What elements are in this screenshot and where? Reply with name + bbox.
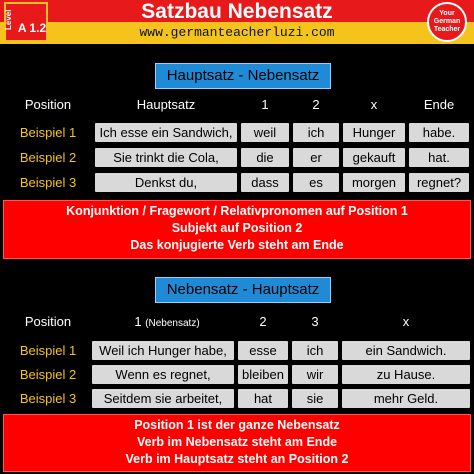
s1-cell: ich xyxy=(293,123,339,142)
s2-cell: hat xyxy=(238,389,288,408)
page-title: Satzbau Nebensatz xyxy=(141,0,333,23)
s2-header-2: 2 xyxy=(259,314,267,329)
s1-cell: weil xyxy=(241,123,289,142)
s1-cell: hat. xyxy=(409,148,469,167)
s1-cell: Denkst du, xyxy=(95,173,237,192)
s1-cell: dass xyxy=(241,173,289,192)
website-url: www.germanteacherluzi.com xyxy=(139,25,335,40)
s1-cell: er xyxy=(293,148,339,167)
s1-cell: habe. xyxy=(409,123,469,142)
s2-cell: ich xyxy=(292,341,338,360)
s2-row-label: Beispiel 1 xyxy=(19,343,77,358)
s2-cell: wir xyxy=(292,365,338,384)
s2-cell: bleiben xyxy=(238,365,288,384)
s2-header-1-note: (Nebensatz) xyxy=(145,318,200,329)
s2-cell: Seitdem sie arbeitet, xyxy=(92,389,234,408)
teacher-logo xyxy=(427,2,467,42)
s2-row-label: Beispiel 2 xyxy=(19,367,77,382)
s1-cell: morgen xyxy=(343,173,405,192)
logo-line-2: German xyxy=(433,18,461,25)
s2-rule: Verb im Hauptsatz steht an Position 2 xyxy=(125,452,349,466)
s2-header-1 xyxy=(92,313,242,331)
section2-title: Nebensatz - Hauptsatz xyxy=(155,277,331,303)
s1-cell: es xyxy=(293,173,339,192)
logo-line-3: Teacher xyxy=(433,26,461,33)
s1-cell: Hunger xyxy=(343,123,405,142)
section1-title: Hauptsatz - Nebensatz xyxy=(155,63,331,89)
s1-header-position: Position xyxy=(24,97,72,112)
s2-header-x: x xyxy=(402,314,410,329)
s1-cell: Sie trinkt die Cola, xyxy=(95,148,237,167)
s1-header-1: 1 xyxy=(261,97,269,112)
s1-cell: gekauft xyxy=(343,148,405,167)
s2-cell: zu Hause. xyxy=(342,365,470,384)
logo-line-1: Your xyxy=(439,10,455,17)
s1-header-hauptsatz: Hauptsatz xyxy=(136,97,196,112)
s1-row-label: Beispiel 1 xyxy=(19,125,77,140)
s1-header-ende: Ende xyxy=(423,97,455,112)
s1-header-2: 2 xyxy=(312,97,320,112)
s2-header-1-num: 1 xyxy=(134,314,142,329)
s2-cell: ein Sandwich. xyxy=(342,341,470,360)
level-value: A 1.2 xyxy=(17,21,47,35)
s1-cell: regnet? xyxy=(409,173,469,192)
s2-header-3: 3 xyxy=(311,314,319,329)
s2-header-position: Position xyxy=(24,314,72,329)
s2-cell: mehr Geld. xyxy=(342,389,470,408)
s1-cell: die xyxy=(241,148,289,167)
s2-cell: Weil ich Hunger habe, xyxy=(92,341,234,360)
s2-row-label: Beispiel 3 xyxy=(19,391,77,406)
s2-cell: Wenn es regnet, xyxy=(92,365,234,384)
s2-cell: sie xyxy=(292,389,338,408)
s2-cell: esse xyxy=(238,341,288,360)
s1-header-x: x xyxy=(370,97,378,112)
s1-rule: Konjunktion / Fragewort / Relativpronomen auf Position 1 xyxy=(66,204,408,218)
level-label: Level xyxy=(4,9,13,31)
s1-rule: Subjekt auf Position 2 xyxy=(171,221,303,235)
s1-row-label: Beispiel 2 xyxy=(19,150,77,165)
s1-cell: Ich esse ein Sandwich, xyxy=(95,123,237,142)
s1-row-label: Beispiel 3 xyxy=(19,175,77,190)
s2-rule: Verb im Nebensatz steht am Ende xyxy=(136,435,338,449)
s2-rule: Position 1 ist der ganze Nebensatz xyxy=(134,418,340,432)
s1-rule: Das konjugierte Verb steht am Ende xyxy=(130,238,344,252)
